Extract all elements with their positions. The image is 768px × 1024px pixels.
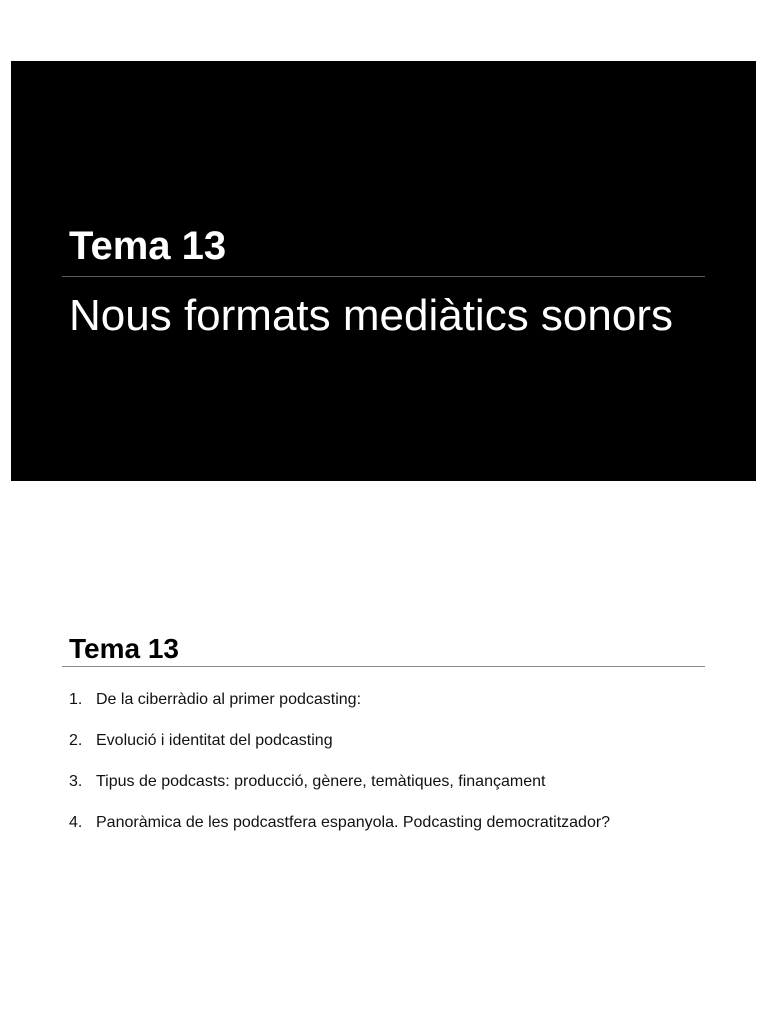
agenda-item-text: Panoràmica de les podcastfera espanyola. Podcasting democratitzador? xyxy=(96,814,611,831)
agenda-divider xyxy=(62,666,705,667)
agenda-item xyxy=(69,812,610,853)
agenda-item xyxy=(69,730,610,771)
cover-divider xyxy=(62,276,705,277)
agenda-item-number: 3. xyxy=(69,773,83,790)
agenda-item xyxy=(69,771,610,812)
agenda-item-number: 1. xyxy=(69,691,83,708)
cover-subtitle: Nous formats mediàtics sonors xyxy=(69,291,673,340)
agenda-slide xyxy=(11,500,756,920)
agenda-item-text: De la ciberràdio al primer podcasting: xyxy=(96,691,362,708)
agenda-item-text: Evolució i identitat del podcasting xyxy=(96,732,333,749)
agenda-title: Tema 13 xyxy=(69,633,179,664)
cover-slide xyxy=(11,61,756,481)
agenda-item-number: 4. xyxy=(69,814,83,831)
agenda-item xyxy=(69,689,610,730)
agenda-list xyxy=(69,689,610,853)
cover-title: Tema 13 xyxy=(69,224,227,268)
agenda-item-number: 2. xyxy=(69,732,83,749)
agenda-item-text: Tipus de podcasts: producció, gènere, temàtiques, finançament xyxy=(96,773,546,790)
